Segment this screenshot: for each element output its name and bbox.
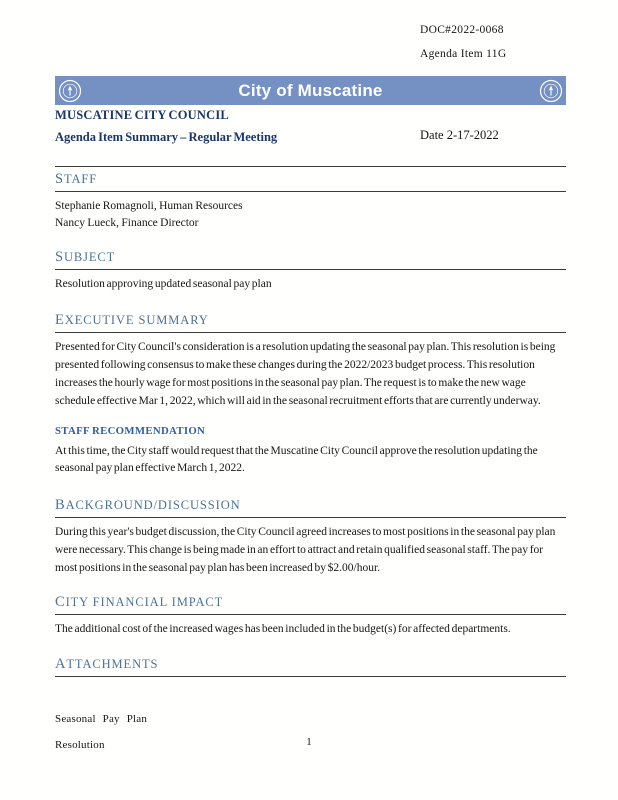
city-banner	[55, 76, 566, 105]
executive-summary-body: Presented for City Council's consideration is a resolution updating the seasonal pay plan. This resolution is being presented following consensus to make these changes during the 2022/2023 budget process. This resolution increases the hourly wage for most positions in the seasonal pay plan. The request is to make the new wage schedule effective Mar 1, 2022, which will aid in the seasonal recruitment efforts that are currently underway.	[55, 341, 556, 407]
section-background-discussion	[55, 497, 566, 577]
banner-title: City of Muscatine	[238, 80, 383, 100]
attachment-item: Resolution	[55, 739, 105, 752]
background-body: During this year's budget discussion, the City Council agreed increases to most positions in the seasonal pay plan were necessary. This change is being made in an effort to attract and retain qualified seasonal staff. The pay for most positions in the seasonal pay plan has been increased by $2.00/hour.	[55, 526, 556, 574]
executive-summary-heading: EXECUTIVE SUMMARY	[55, 312, 566, 333]
document-meta	[420, 24, 506, 72]
meeting-row	[55, 128, 566, 146]
meeting-date: Date 2-17-2022	[420, 128, 499, 142]
section-subject	[55, 249, 566, 294]
meeting-title: Agenda Item Summary – Regular Meeting	[55, 130, 278, 144]
document-body	[55, 171, 566, 767]
council-title: MUSCATINE CITY COUNCIL	[55, 108, 229, 122]
city-seal-left-icon	[58, 79, 82, 103]
financial-impact-body: The additional cost of the increased wages has been included in the budget(s) for affected departments.	[55, 622, 511, 635]
document-header	[55, 108, 566, 146]
staff-heading: STAFF	[55, 171, 566, 192]
staff-recommendation-heading: STAFF RECOMMENDATION	[55, 424, 206, 437]
doc-number: DOC#2022-0068	[420, 24, 504, 36]
attachment-item: Seasonal Pay Plan	[55, 713, 148, 726]
staff-recommendation-body: At this time, the City staff would request that the Muscatine City Council approve the resolution updating the seasonal pay plan effective March 1, 2022.	[55, 444, 538, 475]
attachments-spacer	[55, 683, 566, 699]
header-divider	[55, 166, 566, 167]
subject-body: Resolution approving updated seasonal pay plan	[55, 277, 272, 290]
staff-member: Nancy Lueck, Finance Director	[55, 217, 199, 230]
financial-impact-heading: CITY FINANCIAL IMPACT	[55, 594, 566, 615]
city-seal-right-icon	[539, 79, 563, 103]
subject-heading: SUBJECT	[55, 249, 566, 270]
attachments-heading: ATTACHMENTS	[55, 656, 566, 677]
section-executive-summary	[55, 312, 566, 478]
background-heading: BACKGROUND/DISCUSSION	[55, 497, 566, 518]
agenda-item-number: Agenda Item 11G	[420, 47, 507, 60]
section-staff	[55, 171, 566, 233]
section-financial-impact	[55, 594, 566, 639]
staff-member: Stephanie Romagnoli, Human Resources	[55, 200, 243, 212]
page-number: 1	[306, 736, 312, 748]
